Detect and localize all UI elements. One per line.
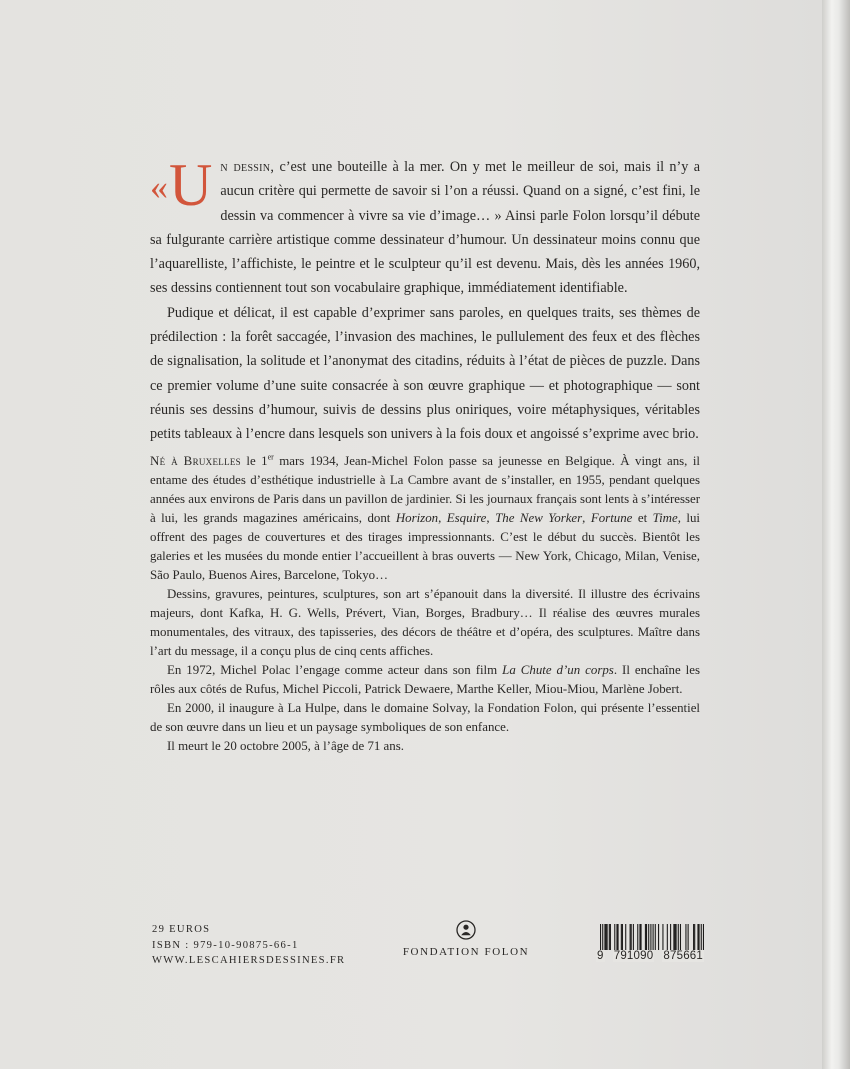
barcode-bar [607,924,608,950]
barcode-bar [678,924,679,950]
barcode-bar [676,924,677,950]
open-guillemet: « [150,167,168,207]
bio-lead-smallcaps: Né à Bruxelles [150,454,241,468]
bio-text: , lui offrent des pages de couvertures et des tirages impressionnants. C’est le début du succès. Bientôt les galeries et les musées du monde entier l’accueillent à bras ouverts — New York, Chicago, Milan, Venise, São Paulo, Buenos Aires, Barcelone, Tokyo… [150,511,700,582]
barcode-bar [694,924,695,950]
magazine-title: Fortune [590,511,633,525]
bio-paragraph-4: En 2000, il inaugure à La Hulpe, dans le domaine Solvay, la Fondation Folon, qui présente l’essentiel de son œuvre dans un lieu et un paysage symboliques de son enfance. [150,701,700,734]
bio-paragraph-2: Dessins, gravures, peintures, sculptures, son art s’épanouit dans la diversité. Il illustre des écrivains majeurs, dont Kafka, H. G. Wells, Prévert, Vian, Borges, Bradbury… Il réalise des œuvres murales monumentales, des vitraux, des tapisseries, des décors de théâtre et d’opéra, des sculptures. Maître dans l’art du message, il a conçu plus de cinq cents affiches. [150,587,700,658]
bio-text: , [438,511,447,525]
barcode-bar [648,924,649,950]
barcode-bar [631,924,632,950]
magazine-title: Horizon [395,511,439,525]
magazine-title: The New Yorker [495,511,583,525]
barcode-bar [630,924,631,950]
barcode-bar [646,924,647,950]
barcode-bar [667,924,668,950]
barcode-bar [614,924,615,950]
barcode-bar [662,924,663,950]
barcode-bar [697,924,698,950]
dropcap-letter: U [169,152,213,218]
barcode-group-2: 875661 [663,950,703,962]
ordinal-superscript: er [267,452,274,462]
barcode-lead-digit: 9 [597,950,604,962]
bio-text: , [582,511,591,525]
bio-text: le 1 [240,454,268,468]
isbn: ISBN : 979-10-90875-66-1 [152,939,299,951]
barcode-bar [625,924,626,950]
quote-paragraph-2: Pudique et délicat, il est capable d’exprimer sans paroles, en quelques traits, ses thèmes de prédilection : la forêt saccagée, l’invasion des machines, le pullulement des feux et des flèches de signalisation, la solitude et l’anonymat des citadins, réduits à l’état de pièces de puzzle. Dans ce premier volume d’une suite consacrée à son œuvre graphique — et photographique — sont réunis ses dessins d’humour, suivis de dessins plus oniriques, voire métaphysiques, véritables petits tableaux à l’encre dans lesquels son univers à la fois doux et angoissé s’exprime avec brio. [150,304,700,443]
barcode-bar [645,924,646,950]
quote-paragraph-1 [150,152,700,301]
bio-paragraph-1 [150,452,700,585]
barcode-group-1: 791090 [613,950,654,962]
barcode-bar [655,924,656,950]
barcode-bar [670,924,671,950]
barcode-bar [693,924,694,950]
quote-smallcaps-lead: n dessin, [220,159,275,175]
fondation-folon-emblem-icon [456,920,476,940]
barcode-bar [616,924,617,950]
barcode-bar [618,924,619,950]
film-title: La Chute d’un corps [502,663,614,677]
barcode-bar [699,924,700,950]
barcode-bar [633,924,634,950]
quote-text-1: c’est une bouteille à la mer. On y met le meilleur de soi, mais il n’y a aucun critère qui permette de savoir si l’on a réussi. Quand on a signé, c’est fini, le dessin va commencer à vivre sa vie d’image… » Ainsi parle Folon lorsqu’il débute sa fulgurante carrière artistique comme dessinateur d’humour. Un dessinateur moins connu que l’aquarelliste, l’affichiste, le peintre et le sculpteur qu’il est devenu. Mais, dès les années 1960, ses dessins contiennent tout son vocabulaire graphique, immédiatement identifiable. [150,159,700,297]
barcode-bar [673,924,674,950]
quote-section [150,152,700,447]
biography-section [150,452,700,756]
bio-text: En 1972, Michel Polac l’engage comme acteur dans son film [167,663,503,677]
bio-paragraph-5: Il meurt le 20 octobre 2005, à l’âge de 71 ans. [167,739,404,753]
publisher-block [396,920,536,958]
bio-paragraph-3 [150,661,700,699]
barcode-bar [622,924,623,950]
barcode-bar [680,924,681,950]
barcode-bar [610,924,611,950]
book-spine-edge [822,0,850,1069]
barcode-bar [639,924,640,950]
book-info [152,922,345,969]
barcode-bar [621,924,622,950]
magazine-title: Time [652,511,678,525]
bio-text: et [632,511,653,525]
barcode-bar [609,924,610,950]
barcode-bar [674,924,675,950]
barcode-bar [637,924,638,950]
price: 29 EUROS [152,924,211,935]
barcode-bar [605,924,606,950]
dropcap [150,152,213,218]
bio-text: . Il enchaîne les rôles aux côtés de Rufus, Michel Piccoli, Patrick Dewaere, Marthe Keller, Miou-Miou, Marlène Jobert. [150,663,700,696]
barcode-bar [685,924,686,950]
publisher-name: FONDATION FOLON [402,946,530,958]
barcode-bar [688,924,689,950]
barcode-bar [604,924,605,950]
barcode-bar [658,924,659,950]
bio-text: mars 1934, Jean-Michel Folon passe sa jeunesse en Belgique. À vingt ans, il entame des études d’esthétique industrielle à La Cambre avant de s’installer, en 1955, pendant quelques années aux environs de Paris dans un pavillon de jardinier. Si les journaux français sont lents à s’intéresser à lui, les grands magazines américains, dont [150,454,700,525]
barcode [596,924,704,964]
barcode-number [596,950,704,962]
bio-text: , [486,511,496,525]
website-link[interactable]: WWW.LESCAHIERSDESSINES.FR [152,955,346,966]
magazine-title: Esquire [446,511,487,525]
barcode-bar [641,924,642,950]
